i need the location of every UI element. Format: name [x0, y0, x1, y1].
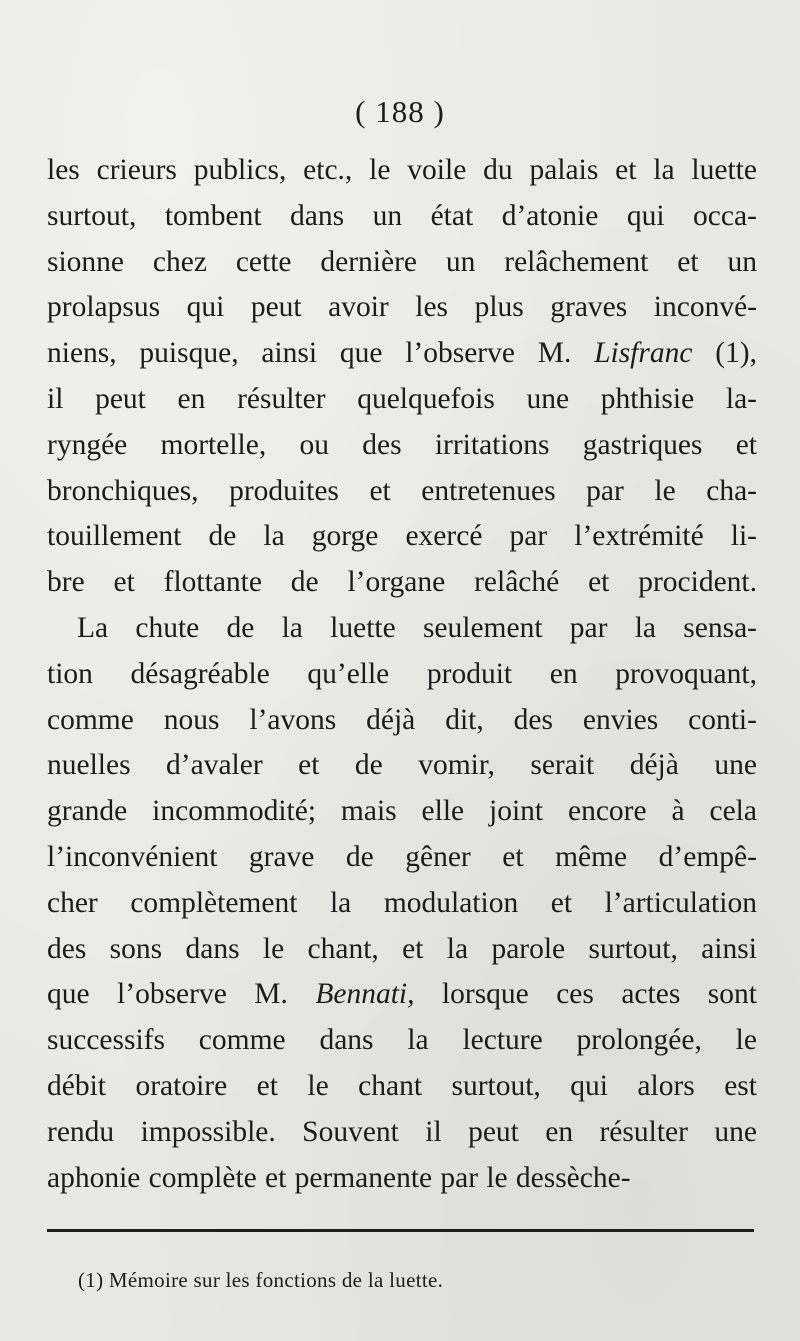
word: tombent — [164, 199, 262, 232]
text-line — [47, 423, 757, 469]
word: produites — [229, 474, 339, 507]
word: phthisie — [600, 382, 695, 415]
word: des — [47, 932, 87, 965]
word: cha- — [706, 474, 757, 507]
word: débit — [47, 1069, 106, 1102]
word: sensa- — [683, 611, 757, 644]
word: comme — [47, 703, 134, 736]
text-line — [47, 514, 757, 560]
word: un — [727, 245, 757, 278]
word: incommodité; — [152, 795, 317, 828]
word: une — [714, 1115, 757, 1148]
word: successifs — [47, 1024, 165, 1057]
word: et — [265, 1161, 287, 1194]
word: serait — [530, 749, 595, 782]
text-line — [47, 789, 757, 835]
text-line — [47, 652, 757, 698]
word: chez — [152, 245, 207, 278]
word: en — [549, 657, 578, 690]
word: complète — [148, 1161, 257, 1194]
word: la — [653, 154, 675, 186]
word: chant, — [307, 932, 379, 965]
word: alors — [637, 1069, 695, 1102]
word: une — [526, 382, 570, 415]
word: désagréable — [130, 657, 270, 690]
word: par — [586, 474, 624, 507]
word: Bennati, — [315, 978, 415, 1011]
word: de — [208, 520, 237, 553]
word: plus — [474, 291, 524, 324]
word: palais — [529, 154, 599, 186]
word: la — [263, 520, 285, 553]
word: chant — [358, 1069, 423, 1102]
word: conti- — [688, 703, 757, 736]
word: le — [486, 1161, 508, 1194]
word: sont — [707, 978, 757, 1011]
word: et — [615, 154, 637, 186]
word: inconvé- — [653, 291, 757, 324]
word: peut — [95, 382, 146, 415]
word: voile — [407, 154, 467, 186]
word: parole — [491, 932, 566, 965]
word: surtout, — [588, 932, 678, 965]
word: bre — [47, 566, 85, 599]
word: du — [483, 154, 513, 186]
word: qui — [186, 291, 225, 324]
word: des — [513, 703, 553, 736]
word: de — [345, 840, 374, 873]
word: et — [502, 840, 524, 873]
word: et — [298, 749, 320, 782]
text-line — [47, 560, 757, 606]
word: quelquefois — [357, 382, 495, 415]
word: nuelles — [47, 749, 131, 782]
word: en — [177, 382, 206, 415]
word: Lisfranc — [594, 337, 693, 370]
text-line — [47, 972, 757, 1018]
word: un — [372, 199, 403, 232]
text-line — [47, 606, 757, 652]
word: est — [724, 1069, 757, 1102]
word: nous — [163, 703, 220, 736]
word: le — [262, 932, 285, 965]
word: ou — [299, 428, 329, 461]
text-line — [47, 331, 757, 377]
word: li- — [730, 520, 757, 553]
word: puisque, — [139, 337, 239, 370]
word: et — [402, 932, 424, 965]
word: bronchiques, — [47, 474, 199, 507]
word: envies — [582, 703, 659, 736]
word: dit, — [445, 703, 484, 736]
word: lecture — [462, 1024, 543, 1057]
word: occa- — [693, 199, 757, 232]
word: d’avaler — [166, 749, 263, 782]
word: que — [47, 978, 90, 1011]
word: déjà — [629, 749, 679, 782]
word: relâchement — [504, 245, 649, 278]
word: peut — [250, 291, 302, 324]
text-line — [47, 469, 757, 515]
word: cela — [709, 795, 757, 828]
word: grave — [248, 840, 315, 873]
word: mortelle, — [160, 428, 267, 461]
word: seulement — [422, 611, 543, 644]
word: le — [654, 474, 676, 507]
word: ainsi — [261, 337, 318, 370]
word: sionne — [47, 245, 125, 278]
word: les — [415, 291, 449, 324]
word: de — [290, 566, 319, 599]
word: et — [677, 245, 699, 278]
word: dans — [290, 199, 345, 232]
word: graves — [550, 291, 628, 324]
word: mais — [340, 795, 397, 828]
word: résulter — [237, 382, 326, 415]
word: il — [425, 1115, 442, 1148]
word: exercé — [405, 520, 483, 553]
word: avoir — [328, 291, 389, 324]
text-line — [47, 1064, 757, 1110]
word: l’organe — [347, 566, 446, 599]
word: la — [281, 611, 303, 644]
word: surtout, — [451, 1069, 541, 1102]
word: la — [634, 611, 657, 644]
word: cher — [47, 886, 98, 919]
word: ces — [556, 978, 594, 1011]
word: l’inconvénient — [47, 840, 218, 873]
word: sons — [109, 932, 163, 965]
word: rendu — [47, 1115, 115, 1148]
text-line — [47, 1018, 757, 1064]
word: l’avons — [249, 703, 337, 736]
word: comme — [198, 1024, 286, 1057]
word: prolongée, — [576, 1024, 702, 1057]
text-line — [47, 927, 757, 973]
word: d’empê- — [658, 840, 757, 873]
word: gêner — [405, 840, 471, 873]
word: lorsque — [441, 978, 529, 1011]
footnote: (1) Mémoire sur les fonctions de la luette. — [78, 1268, 444, 1292]
text-line — [47, 1156, 757, 1202]
word: même — [555, 840, 628, 873]
word: la- — [725, 382, 757, 415]
word: actes — [621, 978, 681, 1011]
word: entretenues — [421, 474, 556, 507]
word: grande — [47, 795, 128, 828]
word: produit — [426, 657, 513, 690]
word: modulation — [383, 886, 519, 919]
word: chute — [135, 611, 200, 644]
text-line — [47, 377, 757, 423]
word: par — [440, 1161, 479, 1194]
word: luette — [691, 154, 757, 186]
word: et — [256, 1069, 278, 1102]
text-line — [47, 743, 757, 789]
word: flottante — [163, 566, 262, 599]
word: La — [77, 611, 109, 644]
word: il — [47, 382, 64, 415]
word: ryngée — [47, 428, 128, 461]
word: aphonie — [47, 1161, 141, 1194]
text-line — [47, 881, 757, 927]
text-line — [47, 148, 757, 194]
word: les — [47, 154, 80, 186]
word: dessèche- — [515, 1161, 631, 1194]
word: qu’elle — [307, 657, 390, 690]
word: et — [113, 566, 135, 599]
word: gastriques — [582, 428, 703, 461]
word: en — [545, 1115, 574, 1148]
word: (1), — [715, 337, 757, 370]
word: par — [509, 520, 548, 553]
word: permanente — [294, 1161, 433, 1194]
word: vomir, — [418, 749, 495, 782]
word: oratoire — [135, 1069, 228, 1102]
word: etc., — [303, 154, 353, 186]
word: l’articulation — [604, 886, 757, 919]
word: provoquant, — [615, 657, 757, 690]
word: et — [588, 566, 610, 599]
word: à — [671, 795, 685, 828]
word: que — [339, 337, 383, 370]
word: crieurs — [96, 154, 177, 186]
word: cette — [235, 245, 292, 278]
word: la — [407, 1024, 429, 1057]
word: relâché — [474, 566, 560, 599]
word: l’observe — [405, 337, 515, 370]
word: résulter — [599, 1115, 688, 1148]
word: dans — [319, 1024, 374, 1057]
word: dans — [185, 932, 240, 965]
word: qui — [570, 1069, 608, 1102]
word: dernière — [320, 245, 417, 278]
word: complètement — [130, 886, 298, 919]
word: et — [369, 474, 391, 507]
word: de — [354, 749, 383, 782]
word: encore — [568, 795, 647, 828]
word: le — [369, 154, 391, 186]
text-line — [47, 835, 757, 881]
text-line — [47, 240, 757, 286]
word: M. — [537, 337, 572, 370]
word: état — [430, 199, 474, 232]
word: elle — [421, 795, 465, 828]
text-line — [47, 285, 757, 331]
word: M. — [254, 978, 288, 1011]
page-number: ( 188 ) — [355, 94, 445, 129]
word: et — [735, 428, 757, 461]
word: ainsi — [701, 932, 757, 965]
word: le — [307, 1069, 329, 1102]
word: luette — [330, 611, 396, 644]
word: gorge — [311, 520, 379, 553]
word: la — [329, 886, 352, 919]
word: déjà — [366, 703, 416, 736]
text-line — [47, 194, 757, 240]
word: irritations — [434, 428, 550, 461]
word: impossible. — [140, 1115, 276, 1148]
word: un — [445, 245, 476, 278]
word: le — [735, 1024, 757, 1057]
text-line — [47, 1110, 757, 1156]
word: l’extrémité — [574, 520, 704, 553]
word: prolapsus — [47, 291, 161, 324]
word: procident. — [638, 566, 757, 599]
word: la — [446, 932, 469, 965]
word: l’observe — [117, 978, 227, 1011]
word: publics, — [193, 154, 287, 186]
footnote-rule — [47, 1229, 754, 1232]
text-line — [47, 698, 757, 744]
word: et — [550, 886, 573, 919]
word: qui — [626, 199, 665, 232]
word: niens, — [47, 337, 117, 370]
body-text — [47, 148, 757, 1201]
word: touillement — [47, 520, 182, 553]
word: d’atonie — [501, 199, 599, 232]
word: surtout, — [47, 199, 137, 232]
word: des — [362, 428, 402, 461]
word: tion — [47, 657, 93, 690]
word: joint — [489, 795, 544, 828]
word: de — [226, 611, 255, 644]
word: Souvent — [302, 1115, 399, 1148]
word: une — [714, 749, 757, 782]
word: par — [569, 611, 608, 644]
word: peut — [468, 1115, 519, 1148]
